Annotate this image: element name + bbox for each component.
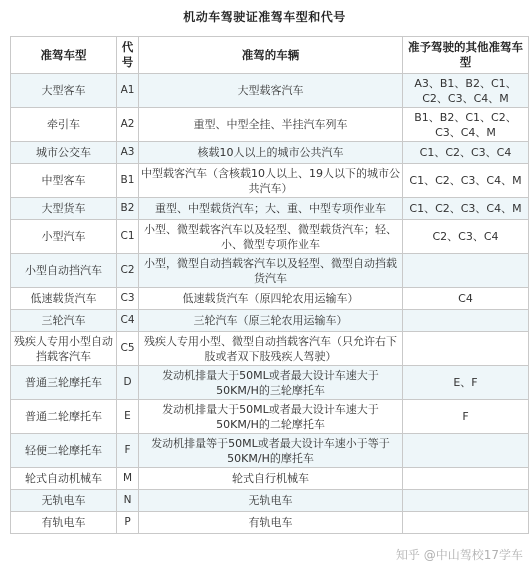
table-row [11, 164, 529, 198]
cell-vehicles: 有轨电车 [139, 512, 403, 534]
cell-other-classes [403, 434, 529, 468]
table-row [11, 108, 529, 142]
cell-vehicles: 三轮汽车（原三轮农用运输车） [139, 310, 403, 332]
table-row [11, 366, 529, 400]
license-class-table [10, 36, 529, 534]
cell-other-classes: C1、C2、C3、C4、M [403, 164, 529, 198]
cell-vehicles: 小型，微型自动挡载客汽车以及轻型、微型自动挡载货汽车 [139, 254, 403, 288]
cell-vehicles: 小型、微型载客汽车以及轻型、微型载货汽车；轻、小、微型专项作业车 [139, 220, 403, 254]
cell-vehicles: 轮式自行机械车 [139, 468, 403, 490]
cell-vehicles: 残疾人专用小型、微型自动挡载客汽车（只允许右下肢或者双下肢残疾人驾驶） [139, 332, 403, 366]
table-row [11, 220, 529, 254]
table-row [11, 468, 529, 490]
cell-other-classes [403, 332, 529, 366]
cell-class: 轮式自动机械车 [11, 468, 117, 490]
header-class: 准驾车型 [11, 37, 117, 74]
table-row [11, 400, 529, 434]
cell-code: C4 [117, 310, 139, 332]
cell-class: 低速载货汽车 [11, 288, 117, 310]
cell-vehicles: 大型载客汽车 [139, 74, 403, 108]
header-code: 代号 [117, 37, 139, 74]
cell-vehicles: 核载10人以上的城市公共汽车 [139, 142, 403, 164]
watermark: 知乎 @中山驾校17学车 [395, 548, 523, 562]
cell-vehicles: 中型载客汽车（含核载10人以上、19人以下的城市公共汽车） [139, 164, 403, 198]
cell-other-classes: C1、C2、C3、C4 [403, 142, 529, 164]
cell-code: P [117, 512, 139, 534]
cell-code: A3 [117, 142, 139, 164]
cell-code: C2 [117, 254, 139, 288]
cell-vehicles: 发动机排量等于50ML或者最大设计车速小于等于50KM/H的摩托车 [139, 434, 403, 468]
cell-other-classes: C4 [403, 288, 529, 310]
cell-other-classes: A3、B1、B2、C1、C2、C3、C4、M [403, 74, 529, 108]
cell-other-classes [403, 490, 529, 512]
cell-class: 小型自动挡汽车 [11, 254, 117, 288]
cell-code: C5 [117, 332, 139, 366]
cell-code: B1 [117, 164, 139, 198]
cell-other-classes: E、F [403, 366, 529, 400]
cell-code: C1 [117, 220, 139, 254]
table-row [11, 434, 529, 468]
cell-class: 三轮汽车 [11, 310, 117, 332]
cell-vehicles: 无轨电车 [139, 490, 403, 512]
table-row [11, 74, 529, 108]
cell-other-classes: F [403, 400, 529, 434]
table-row [11, 310, 529, 332]
cell-class: 大型客车 [11, 74, 117, 108]
header-other-classes: 准予驾驶的其他准驾车型 [403, 37, 529, 74]
cell-code: D [117, 366, 139, 400]
cell-other-classes: C2、C3、C4 [403, 220, 529, 254]
cell-code: A2 [117, 108, 139, 142]
cell-code: B2 [117, 198, 139, 220]
table-row [11, 288, 529, 310]
cell-class: 有轨电车 [11, 512, 117, 534]
cell-class: 普通二轮摩托车 [11, 400, 117, 434]
cell-class: 残疾人专用小型自动挡载客汽车 [11, 332, 117, 366]
cell-other-classes: C1、C2、C3、C4、M [403, 198, 529, 220]
cell-class: 普通三轮摩托车 [11, 366, 117, 400]
cell-code: F [117, 434, 139, 468]
cell-vehicles: 重型、中型载货汽车；大、重、中型专项作业车 [139, 198, 403, 220]
table-header-row [11, 37, 529, 74]
cell-class: 中型客车 [11, 164, 117, 198]
cell-class: 牵引车 [11, 108, 117, 142]
page-title: 机动车驾驶证准驾车型和代号 [183, 10, 346, 24]
header-vehicles: 准驾的车辆 [139, 37, 403, 74]
cell-class: 无轨电车 [11, 490, 117, 512]
cell-code: M [117, 468, 139, 490]
table-row [11, 332, 529, 366]
cell-vehicles: 发动机排量大于50ML或者最大设计车速大于50KM/H的三轮摩托车 [139, 366, 403, 400]
cell-class: 小型汽车 [11, 220, 117, 254]
cell-code: A1 [117, 74, 139, 108]
table-row [11, 490, 529, 512]
cell-vehicles: 低速载货汽车（原四轮农用运输车） [139, 288, 403, 310]
cell-class: 轻便二轮摩托车 [11, 434, 117, 468]
table-row [11, 198, 529, 220]
cell-code: N [117, 490, 139, 512]
cell-class: 城市公交车 [11, 142, 117, 164]
table-row [11, 254, 529, 288]
cell-other-classes [403, 310, 529, 332]
table-row [11, 142, 529, 164]
cell-other-classes [403, 254, 529, 288]
cell-class: 大型货车 [11, 198, 117, 220]
cell-vehicles: 发动机排量大于50ML或者最大设计车速大于50KM/H的二轮摩托车 [139, 400, 403, 434]
cell-code: C3 [117, 288, 139, 310]
cell-other-classes [403, 512, 529, 534]
cell-other-classes [403, 468, 529, 490]
cell-other-classes: B1、B2、C1、C2、C3、C4、M [403, 108, 529, 142]
cell-vehicles: 重型、中型全挂、半挂汽车列车 [139, 108, 403, 142]
cell-code: E [117, 400, 139, 434]
table-row [11, 512, 529, 534]
